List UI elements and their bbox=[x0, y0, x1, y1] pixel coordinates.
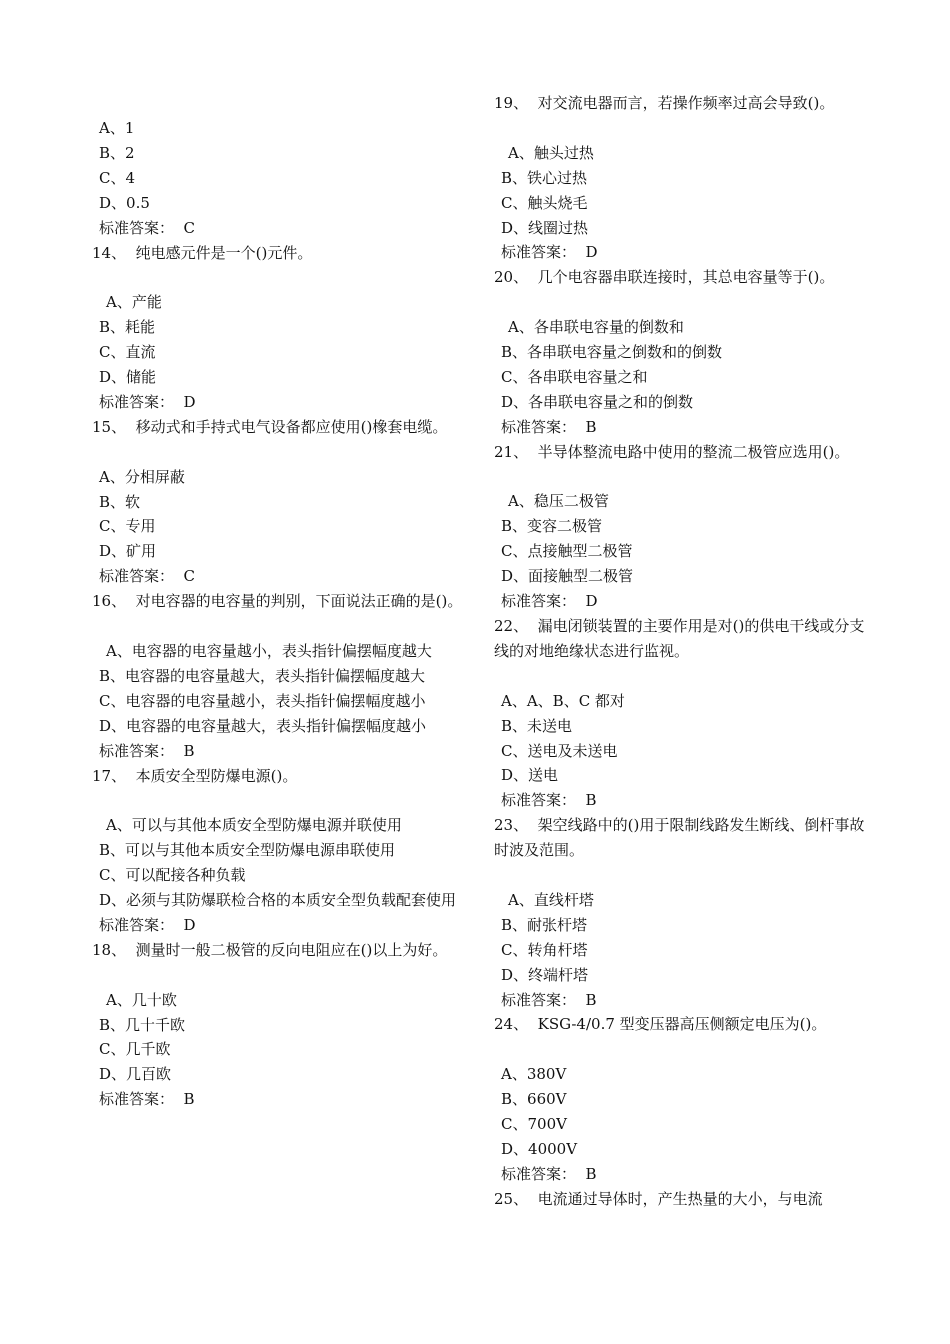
blank-line bbox=[494, 863, 874, 888]
question-text: 17、 本质安全型防爆电源()。 bbox=[92, 766, 298, 785]
right-column bbox=[494, 91, 874, 1212]
standard-answer: 标准答案： B bbox=[99, 741, 195, 760]
answer-option: D、各串联电容量之和的倒数 bbox=[501, 392, 694, 411]
answer-option: C、触头烧毛 bbox=[501, 193, 588, 212]
blank-line bbox=[494, 116, 874, 141]
answer-option: A、380V bbox=[501, 1065, 567, 1084]
answer-option: C、可以配接各种负载 bbox=[99, 866, 246, 885]
answer-option: D、线圈过热 bbox=[501, 218, 589, 237]
blank-line bbox=[92, 963, 472, 988]
answer-option: A、触头过热 bbox=[508, 143, 594, 162]
question-text: 18、 测量时一般二极管的反向电阻应在()以上为好。 bbox=[92, 940, 448, 959]
answer-option: C、电容器的电容量越小，表头指针偏摆幅度越小 bbox=[99, 691, 426, 710]
answer-option: D、必须与其防爆联检合格的本质安全型负载配套使用 bbox=[99, 891, 457, 910]
answer-option: A、可以与其他本质安全型防爆电源并联使用 bbox=[106, 816, 402, 835]
blank-line bbox=[494, 290, 874, 315]
answer-option: B、变容二极管 bbox=[501, 517, 603, 536]
question-text: 16、 对电容器的电容量的判别，下面说法正确的是()。 bbox=[92, 592, 463, 611]
answer-option: D、矿用 bbox=[99, 542, 157, 561]
standard-answer: 标准答案： B bbox=[501, 1164, 597, 1183]
question-text: 22、 漏电闭锁装置的主要作用是对()的供电干线或分支线的对地绝缘状态进行监视。 bbox=[494, 616, 865, 660]
standard-answer: 标准答案： C bbox=[99, 218, 196, 237]
standard-answer: 标准答案： D bbox=[99, 915, 196, 934]
answer-option: D、终端杆塔 bbox=[501, 965, 589, 984]
standard-answer: 标准答案： D bbox=[501, 592, 598, 611]
question-text: 23、 架空线路中的()用于限制线路发生断线、倒杆事故时波及范围。 bbox=[494, 816, 865, 860]
standard-answer: 标准答案： C bbox=[99, 567, 196, 586]
blank-line bbox=[92, 614, 472, 639]
answer-option: A、产能 bbox=[106, 293, 162, 312]
answer-option: A、几十欧 bbox=[106, 990, 177, 1009]
question-text: 19、 对交流电器而言，若操作频率过高会导致()。 bbox=[494, 94, 835, 112]
question-text: 25、 电流通过导体时，产生热量的大小，与电流 bbox=[494, 1189, 823, 1208]
answer-option: D、0.5 bbox=[99, 193, 150, 212]
answer-option: D、面接触型二极管 bbox=[501, 567, 634, 586]
standard-answer: 标准答案： D bbox=[99, 392, 196, 411]
blank-line bbox=[92, 788, 472, 813]
blank-line bbox=[494, 465, 874, 490]
answer-option: B、各串联电容量之倒数和的倒数 bbox=[501, 343, 723, 362]
answer-option: A、A、B、C 都对 bbox=[501, 691, 625, 710]
answer-option: C、专用 bbox=[99, 517, 156, 536]
answer-option: B、耗能 bbox=[99, 318, 156, 337]
answer-option: B、电容器的电容量越大，表头指针偏摆幅度越大 bbox=[99, 666, 426, 685]
answer-option: C、4 bbox=[99, 168, 136, 187]
question-text: 14、 纯电感元件是一个()元件。 bbox=[92, 243, 313, 262]
answer-option: A、分相屏蔽 bbox=[99, 467, 185, 486]
left-column bbox=[92, 116, 472, 1112]
standard-answer: 标准答案： D bbox=[501, 243, 598, 262]
answer-option: C、转角杆塔 bbox=[501, 940, 588, 959]
standard-answer: 标准答案： B bbox=[501, 990, 597, 1009]
answer-option: A、电容器的电容量越小，表头指针偏摆幅度越大 bbox=[106, 641, 432, 660]
answer-option: D、储能 bbox=[99, 368, 157, 387]
answer-option: C、各串联电容量之和 bbox=[501, 367, 648, 386]
answer-option: B、几十千欧 bbox=[99, 1015, 186, 1034]
answer-option: C、直流 bbox=[99, 343, 156, 362]
blank-line bbox=[494, 664, 874, 689]
answer-option: A、各串联电容量的倒数和 bbox=[508, 318, 684, 337]
answer-option: C、送电及未送电 bbox=[501, 741, 618, 760]
answer-option: C、几千欧 bbox=[99, 1040, 171, 1059]
question-text: 24、 KSG-4/0.7 型变压器高压侧额定电压为()。 bbox=[494, 1015, 827, 1034]
answer-option: D、4000V bbox=[501, 1139, 578, 1158]
answer-option: B、软 bbox=[99, 492, 141, 511]
answer-option: A、稳压二极管 bbox=[508, 492, 609, 511]
question-text: 20、 几个电容器串联连接时，其总电容量等于()。 bbox=[494, 268, 835, 287]
answer-option: D、送电 bbox=[501, 766, 559, 785]
question-text: 15、 移动式和手持式电气设备都应使用()橡套电缆。 bbox=[92, 417, 448, 436]
answer-option: A、1 bbox=[99, 119, 135, 137]
blank-line bbox=[92, 265, 472, 290]
answer-option: A、直线杆塔 bbox=[508, 890, 594, 909]
standard-answer: 标准答案： B bbox=[501, 791, 597, 810]
answer-option: B、铁心过热 bbox=[501, 168, 588, 187]
answer-option: C、点接触型二极管 bbox=[501, 542, 633, 561]
answer-option: B、未送电 bbox=[501, 716, 573, 735]
answer-option: B、耐张杆塔 bbox=[501, 915, 588, 934]
blank-line bbox=[92, 440, 472, 465]
answer-option: D、几百欧 bbox=[99, 1065, 172, 1084]
answer-option: B、2 bbox=[99, 143, 135, 162]
answer-option: C、700V bbox=[501, 1115, 567, 1134]
blank-line bbox=[494, 1037, 874, 1062]
answer-option: B、可以与其他本质安全型防爆电源串联使用 bbox=[99, 841, 396, 860]
question-text: 21、 半导体整流电路中使用的整流二极管应选用()。 bbox=[494, 442, 850, 461]
answer-option: B、660V bbox=[501, 1090, 567, 1109]
standard-answer: 标准答案： B bbox=[99, 1090, 195, 1109]
answer-option: D、电容器的电容量越大，表头指针偏摆幅度越小 bbox=[99, 716, 427, 735]
standard-answer: 标准答案： B bbox=[501, 417, 597, 436]
